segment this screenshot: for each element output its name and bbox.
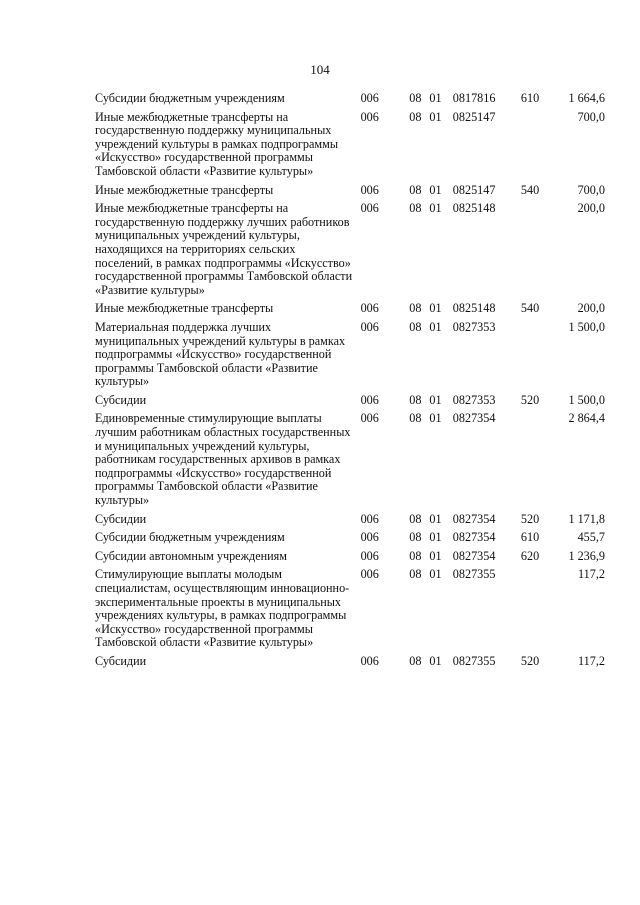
row-section: 08 (409, 511, 422, 526)
row-name: Стимулирующие выплаты молодым специалистам, осуществляющим инновационно-экспериментальные проекты в муниципальных учреждениях культуры, в рамках подпрограммы «Искусство» государственной программы Тамбовской области «Развитие культуры» (95, 567, 350, 650)
row-subsection: 01 (429, 91, 442, 105)
row-expense-type: 620 (520, 548, 540, 563)
row-name: Субсидии (95, 511, 147, 526)
row-section-code (398, 184, 453, 203)
row-section-code (398, 302, 453, 321)
row-target-code: 0827354 (452, 511, 496, 526)
row-section: 08 (409, 567, 422, 582)
row-target-code: 0825148 (452, 301, 496, 316)
row-section: 08 (409, 653, 422, 668)
row-expense-type: 540 (520, 182, 540, 197)
row-section-code (398, 394, 453, 413)
row-subsection: 01 (429, 530, 442, 545)
row-ministry-code: 006 (360, 653, 379, 668)
row-name: Субсидии бюджетным учреждениям (95, 91, 285, 105)
row-name: Субсидии (95, 653, 147, 668)
row-section: 08 (409, 392, 422, 407)
row-subsection: 01 (429, 301, 442, 316)
row-name: Единовременные стимулирующие выплаты лучшим работникам областных государственных и муниципальных учреждений культуры, работникам государственных архивов в рамках подпрограммы «Искусство» государственной программы Тамбовской области «Развитие культуры» (95, 411, 351, 508)
row-section-code (398, 92, 453, 111)
table-row (95, 321, 605, 394)
row-subsection: 01 (429, 567, 442, 582)
row-ministry-code: 006 (360, 392, 379, 407)
budget-table-body (95, 92, 605, 674)
row-amount: 117,2 (578, 653, 605, 668)
row-target-code: 0825148 (452, 201, 496, 216)
row-section: 08 (409, 548, 422, 563)
row-subsection: 01 (429, 511, 442, 526)
budget-table (95, 92, 605, 674)
page-number: 104 (310, 62, 330, 77)
row-expense-type: 520 (520, 392, 540, 407)
row-expense-type: 610 (520, 530, 540, 545)
row-target-code: 0827354 (452, 548, 496, 563)
row-name: Субсидии бюджетным учреждениям (95, 530, 285, 545)
row-section: 08 (409, 301, 422, 316)
row-subsection: 01 (429, 653, 442, 668)
row-section: 08 (409, 411, 422, 426)
row-section-code (398, 531, 453, 550)
row-ministry-code: 006 (360, 319, 379, 334)
row-section: 08 (409, 201, 422, 216)
row-expense-type: 540 (520, 301, 540, 316)
table-row (95, 513, 605, 532)
row-name: Иные межбюджетные трансферты (95, 182, 274, 197)
row-amount: 2 864,4 (568, 411, 605, 426)
row-subsection: 01 (429, 182, 442, 197)
row-section-code (398, 513, 453, 532)
row-subsection: 01 (429, 548, 442, 563)
row-amount: 1 664,6 (568, 91, 605, 105)
row-expense-type (510, 202, 549, 302)
row-target-code: 0825147 (452, 182, 496, 197)
row-name: Иные межбюджетные трансферты (95, 301, 274, 316)
row-ministry-code: 006 (360, 511, 379, 526)
row-expense-type: 520 (520, 653, 540, 668)
row-amount: 1 171,8 (568, 511, 605, 526)
row-target-code: 0827353 (452, 392, 496, 407)
row-target-code: 0827354 (452, 411, 496, 426)
row-amount: 1 236,9 (568, 548, 605, 563)
row-target-code: 0827355 (452, 567, 496, 582)
row-amount: 1 500,0 (568, 392, 605, 407)
row-ministry-code: 006 (360, 530, 379, 545)
row-amount: 200,0 (577, 201, 605, 216)
row-subsection: 01 (429, 201, 442, 216)
row-name: Иные межбюджетные трансферты на государственную поддержку лучших работников муниципальных учреждений культуры, находящихся на территориях сельских поселений, в рамках подпрограммы «Искусство» государственной программы Тамбовской области «Развитие культуры» (95, 201, 353, 297)
row-expense-type: 610 (520, 91, 540, 105)
row-amount: 1 500,0 (568, 319, 605, 334)
row-section-code (398, 412, 453, 512)
row-expense-type (510, 111, 549, 184)
row-amount: 700,0 (577, 182, 605, 197)
table-row (95, 394, 605, 413)
row-subsection: 01 (429, 319, 442, 334)
table-row (95, 92, 605, 111)
row-section-code (398, 321, 453, 394)
table-row (95, 412, 605, 512)
table-row (95, 202, 605, 302)
row-section-code (398, 568, 453, 655)
row-expense-type (510, 568, 549, 655)
row-target-code: 0825147 (452, 109, 496, 124)
row-ministry-code: 006 (360, 201, 379, 216)
row-expense-type (510, 321, 549, 394)
row-section: 08 (409, 319, 422, 334)
row-target-code: 0827354 (452, 530, 496, 545)
row-name: Субсидии автономным учреждениям (95, 548, 287, 563)
row-subsection: 01 (429, 392, 442, 407)
row-section: 08 (409, 530, 422, 545)
table-row (95, 568, 605, 655)
row-target-code: 0827355 (452, 653, 496, 668)
row-ministry-code: 006 (360, 411, 379, 426)
row-amount: 700,0 (577, 109, 605, 124)
row-subsection: 01 (429, 411, 442, 426)
row-name: Материальная поддержка лучших муниципальных учреждений культуры в рамках подпрограммы «Искусство» государственной программы Тамбовской области «Развитие культуры» (95, 319, 346, 389)
row-amount: 200,0 (577, 301, 605, 316)
table-row (95, 531, 605, 550)
row-amount: 117,2 (578, 567, 605, 582)
table-row (95, 302, 605, 321)
row-ministry-code: 006 (360, 91, 379, 105)
row-expense-type: 520 (520, 511, 540, 526)
row-section-code (398, 111, 453, 184)
table-row (95, 184, 605, 203)
row-ministry-code: 006 (360, 182, 379, 197)
row-section-code (398, 655, 453, 674)
row-section: 08 (409, 91, 422, 105)
row-section: 08 (409, 182, 422, 197)
row-target-code: 0827353 (452, 319, 496, 334)
row-expense-type (510, 412, 549, 512)
row-amount: 455,7 (577, 530, 605, 545)
table-row (95, 111, 605, 184)
row-section: 08 (409, 109, 422, 124)
row-subsection: 01 (429, 109, 442, 124)
row-target-code: 0817816 (452, 91, 496, 105)
row-section-code (398, 202, 453, 302)
row-name: Субсидии (95, 392, 147, 407)
row-ministry-code: 006 (360, 548, 379, 563)
row-ministry-code: 006 (360, 567, 379, 582)
row-section-code (398, 550, 453, 569)
row-name: Иные межбюджетные трансферты на государственную поддержку муниципальных учреждений культуры в рамках подпрограммы «Искусство» государственной программы Тамбовской области «Развитие культуры» (95, 109, 339, 178)
row-ministry-code: 006 (360, 109, 379, 124)
table-row (95, 655, 605, 674)
table-row (95, 550, 605, 569)
row-ministry-code: 006 (360, 301, 379, 316)
